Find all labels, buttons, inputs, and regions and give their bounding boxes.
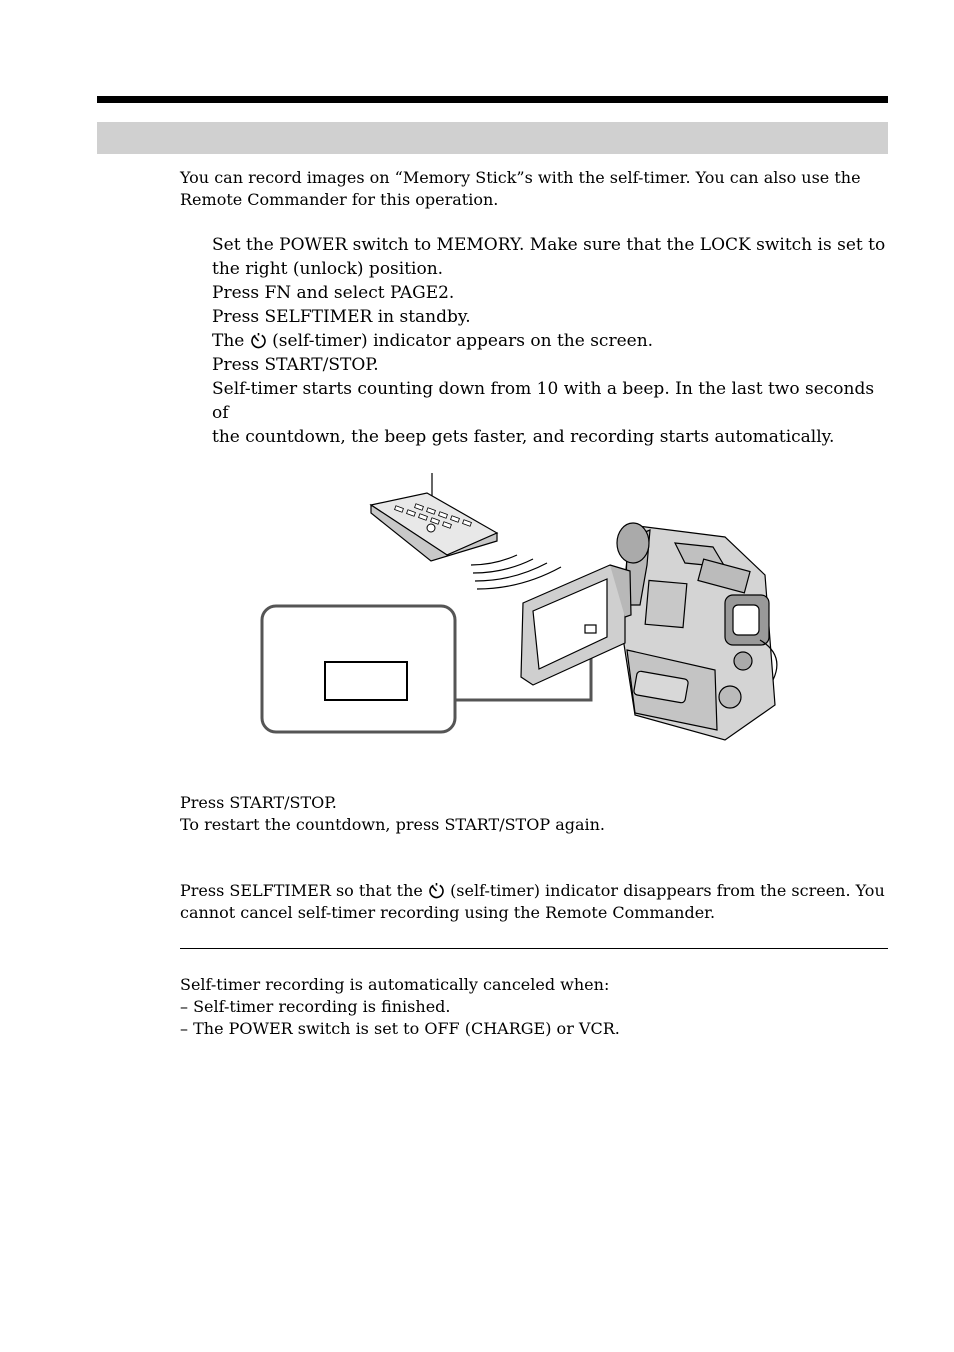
cancel-paragraph <box>180 880 888 924</box>
self-timer-icon <box>428 882 445 899</box>
stop-paragraph <box>180 792 880 836</box>
cancel-line-1-end: (self-timer) indicator disappears from the screen. You <box>450 881 885 900</box>
stop-line-1: Press START/STOP. <box>180 793 337 812</box>
cancel-line-1 <box>180 880 888 902</box>
cancel-line-2: cannot cancel self-timer recording using the Remote Commander. <box>180 903 716 922</box>
remote-commander-icon <box>371 473 497 561</box>
self-timer-icon <box>250 332 267 349</box>
cancel-line-1-start: Press SELFTIMER so that the <box>180 881 423 900</box>
step-3-line-2-start: The <box>212 331 245 351</box>
steps-list <box>212 233 892 449</box>
camcorder-icon <box>521 523 777 740</box>
step-3-line-2-end: (self-timer) indicator appears on the screen. <box>272 331 654 351</box>
screen-indicator-box <box>325 662 407 700</box>
note-paragraph <box>180 974 880 1040</box>
step-1-line-1: Set the POWER switch to MEMORY. Make sure that the LOCK switch is set to <box>212 235 886 255</box>
step-4-line-1: Press START/STOP. <box>212 355 379 375</box>
note-line-1: Self-timer recording is automatically canceled when: <box>180 975 610 994</box>
step-2-line-1: Press FN and select PAGE2. <box>212 283 455 303</box>
intro-line-2: Remote Commander for this operation. <box>180 190 499 209</box>
step-4-line-3: the countdown, the beep gets faster, and recording starts automatically. <box>212 427 835 447</box>
illustration <box>255 465 795 745</box>
step-3-line-2 <box>212 329 892 353</box>
section-header-bar <box>97 122 888 154</box>
signal-waves <box>471 555 561 589</box>
note-line-3: – The POWER switch is set to OFF (CHARGE) or VCR. <box>180 1019 620 1038</box>
intro-line-1: You can record images on “Memory Stick”s with the self-timer. You can also use the <box>180 168 861 187</box>
step-4-line-2: Self-timer starts counting down from 10 with a beep. In the last two seconds of <box>212 379 875 423</box>
section-divider <box>180 948 888 949</box>
note-line-2: – Self-timer recording is finished. <box>180 997 451 1016</box>
intro-paragraph <box>180 167 880 211</box>
top-rule <box>97 96 888 103</box>
step-1-line-2: the right (unlock) position. <box>212 259 444 279</box>
stop-line-2: To restart the countdown, press START/STOP again. <box>180 815 606 834</box>
step-3-line-1: Press SELFTIMER in standby. <box>212 307 471 327</box>
